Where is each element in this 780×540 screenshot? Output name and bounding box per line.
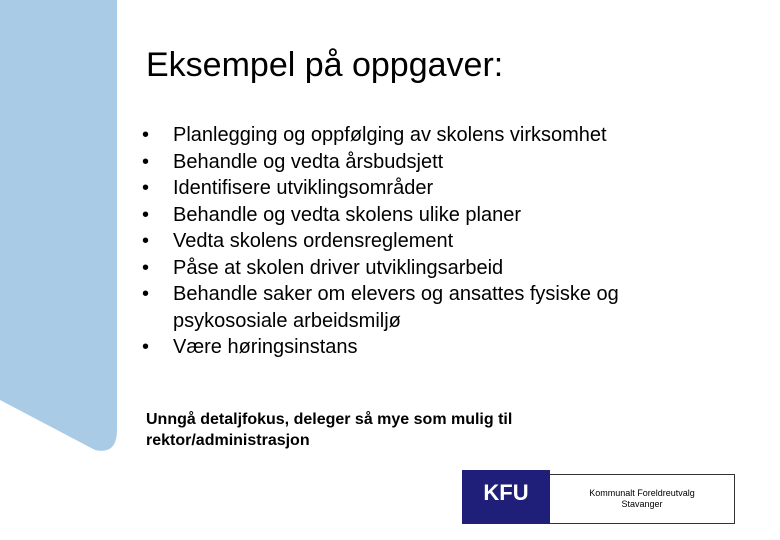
list-item: • Behandle saker om elevers og ansattes fysiske og psykososiale arbeidsmiljø xyxy=(140,281,700,334)
list-item: • Behandle og vedta skolens ulike planer xyxy=(140,202,700,229)
list-item: • Være høringsinstans xyxy=(140,334,700,361)
list-item: • Behandle og vedta årsbudsjett xyxy=(140,149,700,176)
decorative-side-shape xyxy=(0,0,120,460)
list-item: • Identifisere utviklingsområder xyxy=(140,175,700,202)
list-item: • Påse at skolen driver utviklingsarbeid xyxy=(140,255,700,282)
slide-title: Eksempel på oppgaver: xyxy=(146,46,504,84)
org-name: Kommunalt Foreldreutvalg xyxy=(589,488,695,498)
task-list xyxy=(140,122,700,361)
kfu-logo: KFU xyxy=(462,470,550,524)
organization-label xyxy=(550,474,735,524)
list-item: • Vedta skolens ordensreglement xyxy=(140,228,700,255)
advice-note: Unngå detaljfokus, deleger så mye som mulig til rektor/administrasjon xyxy=(146,411,513,449)
org-city: Stavanger xyxy=(621,499,663,509)
list-item: • Planlegging og oppfølging av skolens virksomhet xyxy=(140,122,700,149)
